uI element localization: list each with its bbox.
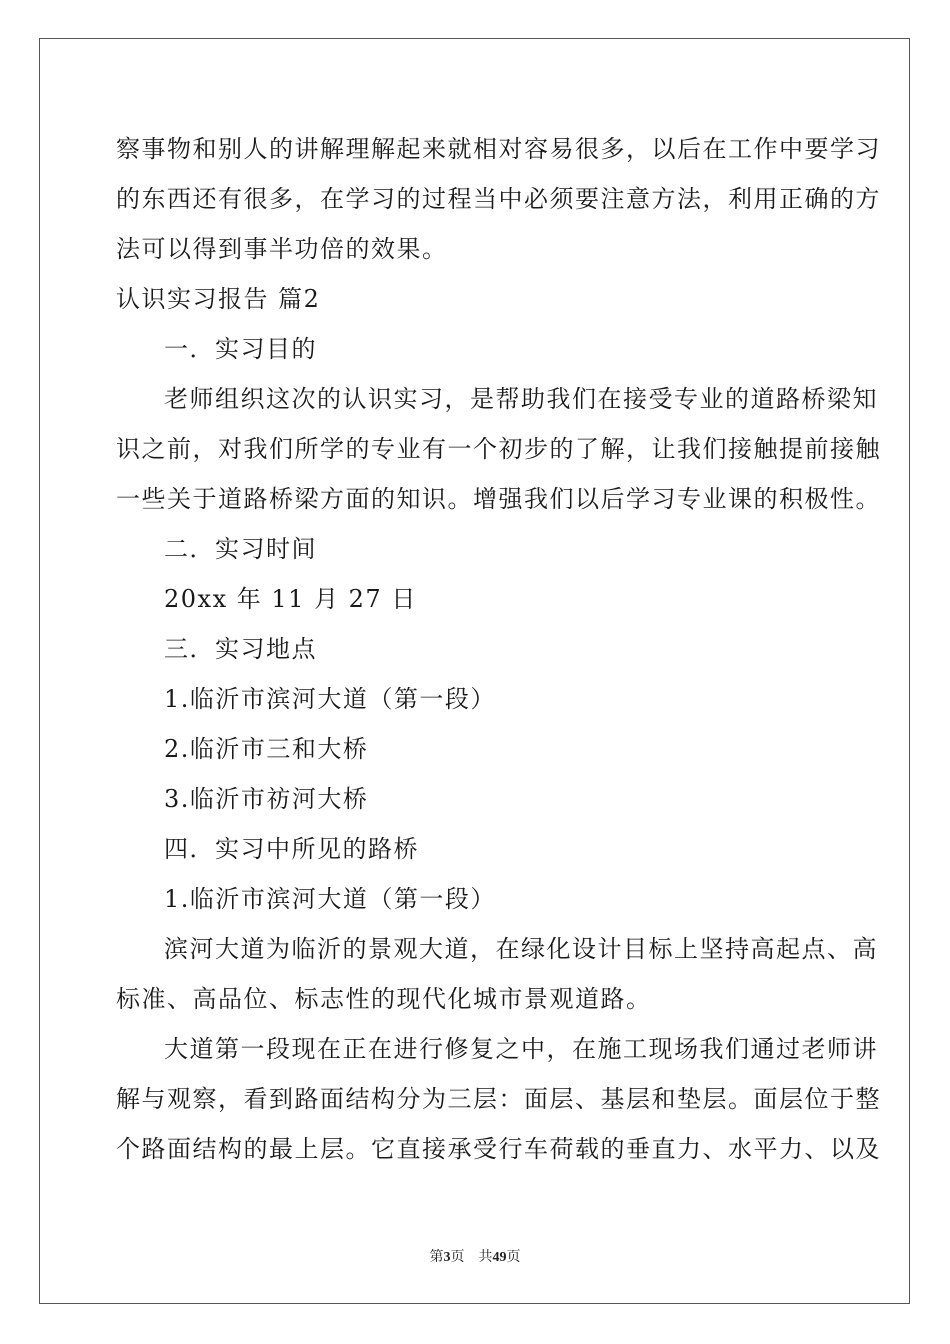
paragraph-line: 个路面结构的最上层。它直接承受行车荷载的垂直力、水平力、以及 [116,1135,881,1163]
page-prefix: 第 [429,1250,444,1265]
list-item: 2.临沂市三和大桥 [164,735,369,763]
list-item: 1.临沂市滨河大道（第一段） [164,685,496,713]
heading-time: 二．实习时间 [164,535,317,563]
total-suffix: 页 [506,1250,521,1265]
paragraph-line: 滨河大道为临沂的景观大道，在绿化设计目标上坚持高起点、高 [164,935,878,963]
section-title: 认识实习报告 篇2 [116,285,321,313]
paragraph-line: 法可以得到事半功倍的效果。 [116,235,448,263]
heading-purpose: 一．实习目的 [164,335,317,363]
total-pages: 49 [492,1250,507,1265]
paragraph-line: 大道第一段现在正在进行修复之中，在施工现场我们通过老师讲 [164,1035,878,1063]
list-item: 3.临沂市祊河大桥 [164,785,369,813]
date-text: 20xx 年 11 月 27 日 [164,585,417,613]
paragraph-line: 察事物和别人的讲解理解起来就相对容易很多，以后在工作中要学习 [116,135,881,163]
page-suffix: 页 [450,1250,465,1265]
paragraph-line: 解与观察，看到路面结构分为三层：面层、基层和垫层。面层位于整 [116,1085,881,1113]
page-footer [0,1246,950,1266]
heading-bridges: 四．实习中所见的路桥 [164,835,419,863]
paragraph-line: 识之前，对我们所学的专业有一个初步的了解，让我们接触提前接触 [116,435,881,463]
list-item: 1.临沂市滨河大道（第一段） [164,885,496,913]
paragraph-line: 的东西还有很多，在学习的过程当中必须要注意方法，利用正确的方 [116,185,881,213]
heading-location: 三．实习地点 [164,635,317,663]
paragraph-line: 标准、高品位、标志性的现代化城市景观道路。 [116,985,652,1013]
paragraph-line: 老师组织这次的认识实习，是帮助我们在接受专业的道路桥梁知 [164,385,878,413]
paragraph-line: 一些关于道路桥梁方面的知识。增强我们以后学习专业课的积极性。 [116,485,881,513]
document-body [116,124,881,1174]
total-prefix: 共 [478,1250,493,1265]
page-number: 3 [443,1250,451,1265]
